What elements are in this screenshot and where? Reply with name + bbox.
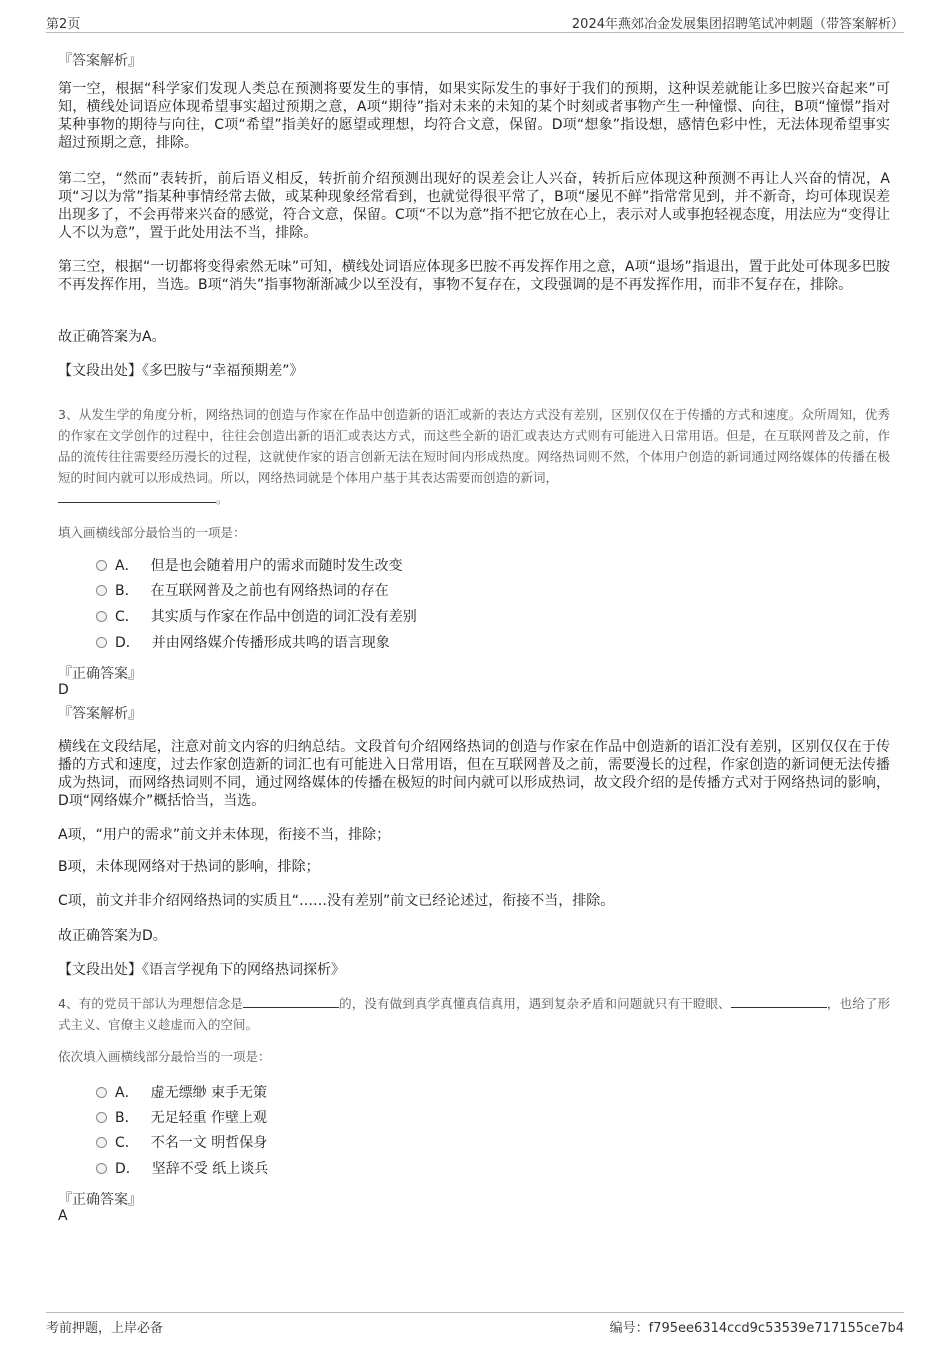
radio-icon[interactable] [96, 560, 107, 571]
q3-stem-text: 3、从发生学的角度分析，网络热词的创造与作家在作品中创造新的语汇或新的表达方式没有差别，区别仅仅在于传播的方式和速度。众所周知，优秀的作家在文学创作的过程中，往往会创造出新的语汇或表达方式，而这些全新的语汇或表达方式则有可能进入日常用语。但是，在互联网普及之前，作品的流传往往需要经历漫长的过程，这就使作家的语言创新无法在短时间内形成热度。网络热词则不然，个体用户创造的新词通过网络媒体的传播在极短的时间内就可以形成热词。所以，网络热词就是个体用户基于其表达需要而创造的新词， [58, 407, 890, 485]
radio-icon[interactable] [96, 1087, 107, 1098]
q3-analysis-paragraph-3: B项，未体现网络对于热词的影响，排除； [58, 859, 320, 875]
q3-stem-end: 。 [216, 491, 229, 506]
q4-correct-label: 『正确答案』 [58, 1192, 142, 1208]
q3-option-b[interactable]: B． 在互联网普及之前也有网络热词的存在 [96, 581, 389, 601]
q2-analysis-paragraph-3: 第三空，根据“一切都将变得索然无味”可知，横线处词语应体现多巴胺不再发挥作用之意，A项“退场”指退出，置于此处可体现多巴胺不再发挥作用，当选。B项“消失”指事物渐渐减少以至没有，事物不复存在，文段强调的是不再发挥作用，而非不复存在，排除。 [58, 259, 890, 293]
q3-analysis-paragraph-1: 横线在文段结尾，注意对前文内容的归纳总结。文段首句介绍网络热词的创造与作家在作品中创造新的语汇没有差别，区别仅仅在于传播的方式和速度，过去作家创造新的词汇也有可能进入日常用语，但在互联网普及之前，需要漫长的过程，作家创造的新词便无法传播成为热词，而网络热词则不同，通过网络媒体的传播在极短的时间内就可以形成热词，故文段介绍的是传播方式对于网络热词的影响，D项“网络媒介”概括恰当，当选。 [58, 739, 890, 809]
q4-hint: 依次填入画横线部分最恰当的一项是： [58, 1049, 271, 1064]
radio-icon[interactable] [96, 637, 107, 648]
q3-conclusion: 故正确答案为D。 [58, 928, 167, 944]
page-footer [46, 1312, 904, 1335]
radio-icon[interactable] [96, 585, 107, 596]
q4-stem: 4、有的党员干部认为理想信念是 的，没有做到真学真懂真信真用，遇到复杂矛盾和问题就只有干瞪眼、 ，也给了形式主义、官僚主义趁虚而入的空间。 [58, 996, 890, 1032]
q4-correct-answer: A [58, 1208, 68, 1224]
page-header [46, 10, 904, 33]
q4-blank-2 [731, 995, 827, 1008]
page-number: 第2页 [46, 17, 81, 32]
q3-blank [58, 490, 216, 503]
q3-option-c[interactable]: C． 其实质与作家在作品中创造的词汇没有差别 [96, 607, 417, 627]
q3-source: 【文段出处】《语言学视角下的网络热词探析》 [58, 962, 345, 978]
document-code: 编号：f795ee6314ccd9c53539e717155ce7b4 [609, 1321, 904, 1336]
q2-analysis-paragraph-1: 第一空，根据“科学家们发现人类总在预测将要发生的事情，如果实际发生的事好于我们的预期，这种误差就能让多巴胺兴奋起来”可知，横线处词语应体现希望事实超过预期之意，A项“期待”指对未来的未知的某个时刻或者事物产生一种憧憬、向往，B项“憧憬”指对某种事物的期待与向往，C项“希望”指美好的愿望或理想，均符合文意，保留。D项“想象”指设想，感情色彩中性，无法体现希望事实超过预期之意，排除。 [58, 81, 890, 151]
q4-option-c[interactable]: C． 不名一文 明哲保身 [96, 1133, 267, 1153]
q4-option-a[interactable]: A． 虚无缥缈 束手无策 [96, 1083, 267, 1103]
q3-analysis-paragraph-2: A项，“用户的需求”前文并未体现，衔接不当，排除； [58, 827, 391, 843]
q4-option-d[interactable]: D． 坚辞不受 纸上谈兵 [96, 1159, 268, 1179]
q2-analysis-label: 『答案解析』 [58, 53, 142, 69]
q3-analysis-label: 『答案解析』 [58, 706, 142, 722]
q2-conclusion: 故正确答案为A。 [58, 329, 166, 345]
q4-option-b[interactable]: B． 无足轻重 作壁上观 [96, 1108, 267, 1128]
q3-stem [58, 404, 890, 509]
document-title: 2024年燕郊冶金发展集团招聘笔试冲刺题（带答案解析） [571, 17, 904, 32]
q4-blank-1 [243, 995, 339, 1008]
footer-note: 考前押题，上岸必备 [46, 1321, 164, 1336]
q3-hint: 填入画横线部分最恰当的一项是： [58, 525, 246, 540]
q3-option-a[interactable]: A． 但是也会随着用户的需求而随时发生改变 [96, 556, 403, 576]
q2-source: 【文段出处】《多巴胺与“幸福预期差”》 [58, 363, 304, 379]
radio-icon[interactable] [96, 611, 107, 622]
radio-icon[interactable] [96, 1163, 107, 1174]
q3-correct-answer: D [58, 682, 69, 698]
radio-icon[interactable] [96, 1112, 107, 1123]
radio-icon[interactable] [96, 1137, 107, 1148]
q2-analysis-paragraph-2: 第二空，“然而”表转折，前后语义相反，转折前介绍预测出现好的误差会让人兴奋，转折后应体现这种预测不再让人兴奋的情况，A项“习以为常”指某种事情经常去做，或某种现象经常看到，也就觉得很平常了，B项“屡见不鲜”指常常见到，并不新奇，均可体现误差出现多了，不会再带来兴奋的感觉，符合文意，保留。C项“不以为意”指不把它放在心上，表示对人或事抱轻视态度，用法应为“变得让人不以为意”，置于此处用法不当，排除。 [58, 171, 890, 241]
q3-correct-label: 『正确答案』 [58, 666, 142, 682]
q3-option-d[interactable]: D． 并由网络媒介传播形成共鸣的语言现象 [96, 633, 390, 653]
q3-analysis-paragraph-4: C项，前文并非介绍网络热词的实质且“……没有差别”前文已经论述过，衔接不当，排除。 [58, 893, 615, 909]
